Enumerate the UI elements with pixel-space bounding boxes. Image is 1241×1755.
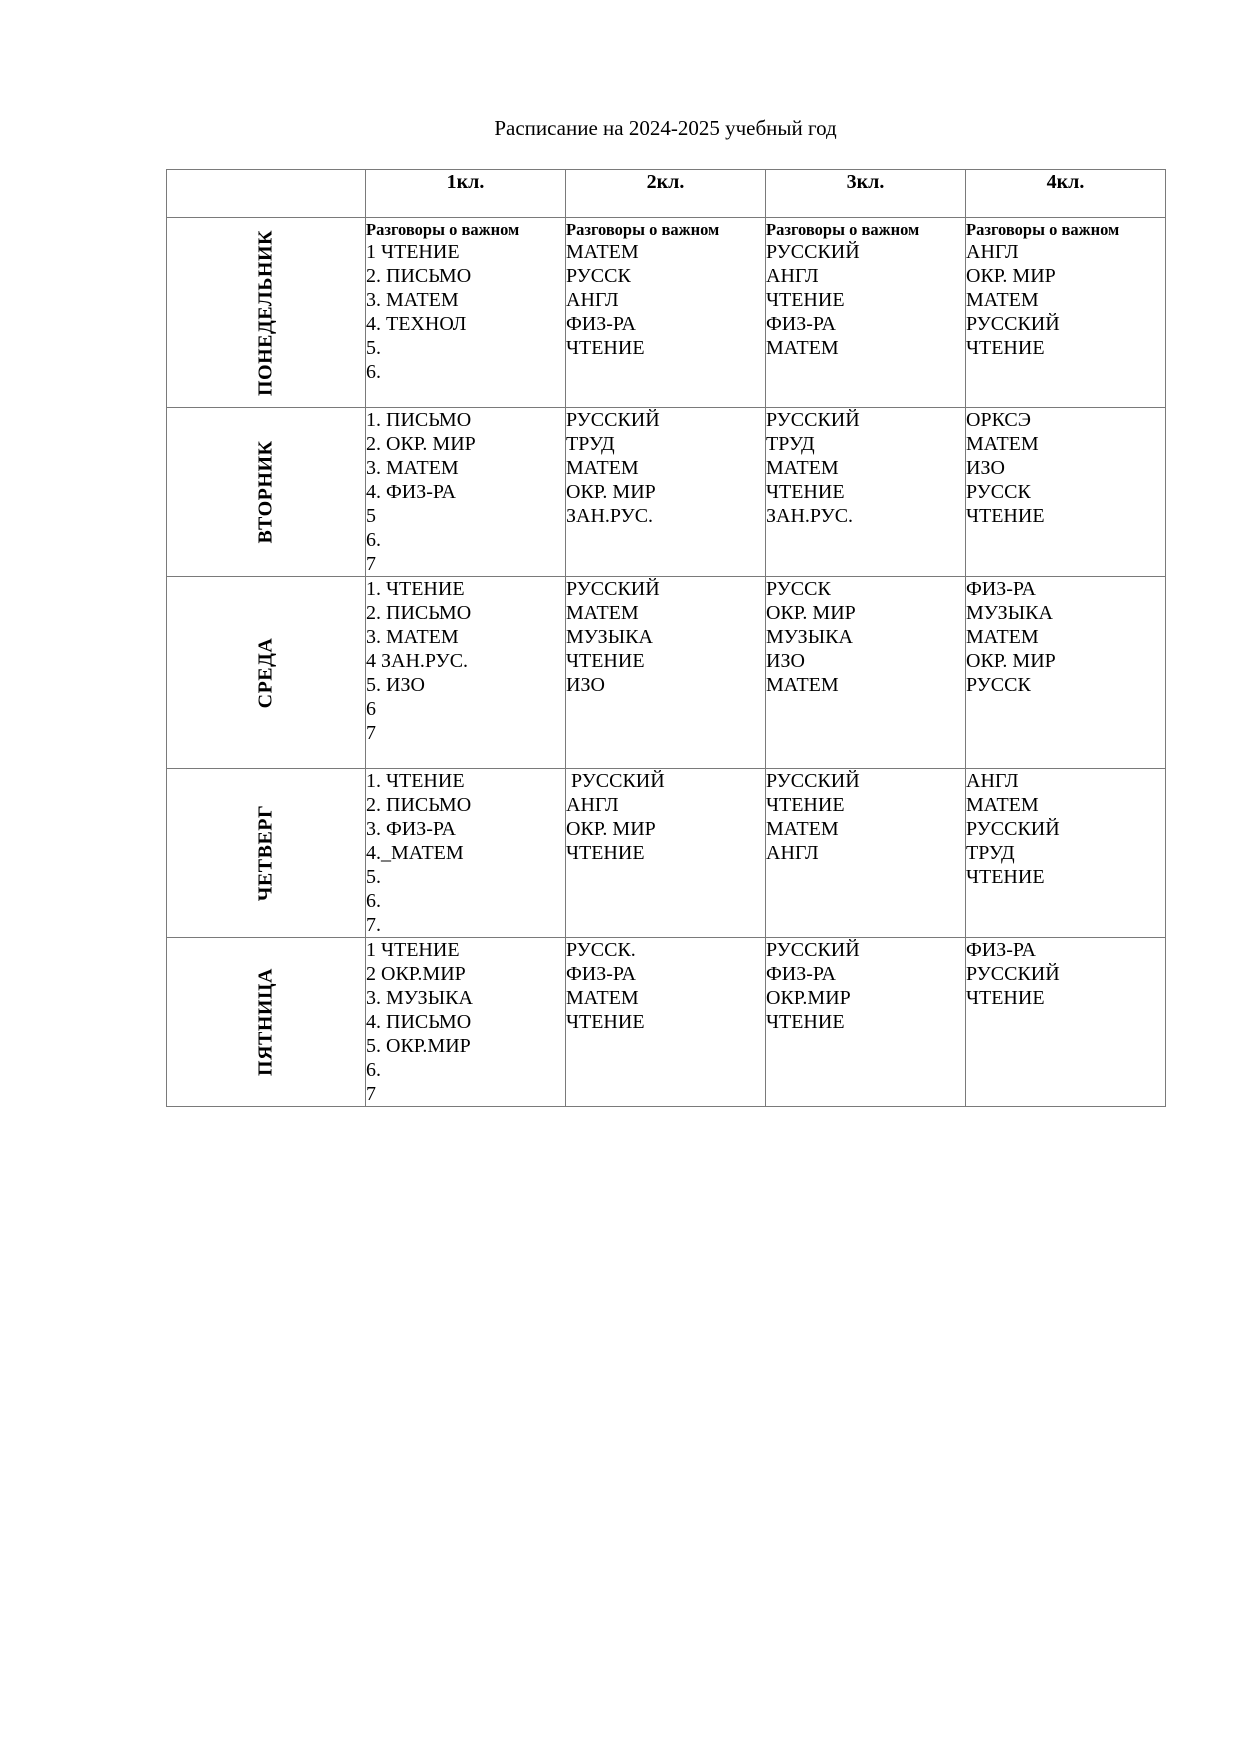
- day-row: [167, 218, 1166, 408]
- lesson-item: 6.: [366, 361, 381, 383]
- lesson-item: ОКР. МИР: [966, 265, 1056, 287]
- header-row: [167, 170, 1166, 218]
- lesson-item: МАТЕМ: [966, 433, 1039, 455]
- lesson-item: ОРКСЭ: [966, 409, 1031, 431]
- lesson-item: РУССКИЙ: [566, 770, 665, 792]
- lesson-item: ФИЗ-РА: [966, 939, 1036, 961]
- lesson-item: ИЗО: [766, 650, 805, 672]
- lesson-item: МУЗЫКА: [966, 602, 1053, 624]
- day-label: ВТОРНИК: [254, 440, 277, 544]
- day-cell: [167, 938, 366, 1107]
- lesson-item: ТРУД: [566, 433, 615, 455]
- lesson-item: МАТЕМ: [966, 626, 1039, 648]
- lesson-cell-class-3: [766, 218, 966, 408]
- lesson-item: ЧТЕНИЕ: [766, 289, 845, 311]
- page-title: Расписание на 2024-2025 учебный год: [494, 116, 837, 140]
- column-header-class-1: 1кл.: [366, 170, 566, 218]
- lesson-item: 3. МАТЕМ: [366, 626, 459, 648]
- lesson-cell-class-1: [366, 938, 566, 1107]
- lesson-item: МАТЕМ: [566, 241, 639, 263]
- lesson-cell-class-4: [966, 218, 1166, 408]
- lesson-item: ОКР. МИР: [566, 481, 656, 503]
- lesson-item: ФИЗ-РА: [566, 963, 636, 985]
- day-label: СРЕДА: [254, 637, 277, 708]
- lesson-cell-class-1: [366, 577, 566, 769]
- lesson-item: 1 ЧТЕНИЕ: [366, 241, 460, 263]
- lesson-item: ЧТЕНИЕ: [566, 337, 645, 359]
- lesson-item: ЧТЕНИЕ: [566, 1011, 645, 1033]
- lesson-item: 4. ТЕХНОЛ: [366, 313, 467, 335]
- lesson-item: ЧТЕНИЕ: [766, 794, 845, 816]
- column-header-class-3: 3кл.: [766, 170, 966, 218]
- lesson-item: РУССК: [966, 674, 1031, 696]
- lesson-item: МАТЕМ: [766, 457, 839, 479]
- lesson-item: АНГЛ: [566, 289, 619, 311]
- lesson-item: РУССКИЙ: [566, 578, 660, 600]
- lesson-item: 5.: [366, 866, 381, 888]
- day-cell: [167, 577, 366, 769]
- lesson-item: 7.: [366, 914, 381, 936]
- lesson-item: 7: [366, 722, 376, 744]
- lesson-item: ТРУД: [766, 433, 815, 455]
- lesson-item: ФИЗ-РА: [566, 313, 636, 335]
- day-cell: [167, 218, 366, 408]
- lesson-item: РУССКИЙ: [966, 818, 1060, 840]
- lesson-item: МУЗЫКА: [766, 626, 853, 648]
- lesson-item: 4. ФИЗ-РА: [366, 481, 456, 503]
- lesson-item: РУССКИЙ: [966, 313, 1060, 335]
- lesson-cell-class-2: [566, 218, 766, 408]
- day-row: [167, 577, 1166, 769]
- lesson-item: 6.: [366, 529, 381, 551]
- lesson-item: 3. МАТЕМ: [366, 289, 459, 311]
- lesson-item: 5.: [366, 337, 381, 359]
- lesson-item: 1. ЧТЕНИЕ: [366, 770, 465, 792]
- lesson-item: 1. ПИСЬМО: [366, 409, 472, 431]
- talks-about-important-note: Разговоры о важном: [566, 220, 720, 239]
- lesson-item: ЧТЕНИЕ: [566, 650, 645, 672]
- lesson-item: МУЗЫКА: [566, 626, 653, 648]
- lesson-item: РУССКИЙ: [766, 409, 860, 431]
- lesson-item: 2. ПИСЬМО: [366, 794, 472, 816]
- lesson-item: ОКР. МИР: [566, 818, 656, 840]
- lesson-item: МАТЕМ: [966, 794, 1039, 816]
- lesson-item: МАТЕМ: [766, 674, 839, 696]
- lesson-item: 3. МУЗЫКА: [366, 987, 473, 1009]
- column-header-class-4: 4кл.: [966, 170, 1166, 218]
- lesson-item: ОКР. МИР: [966, 650, 1056, 672]
- lesson-item: ОКР. МИР: [766, 602, 856, 624]
- lesson-item: ЧТЕНИЕ: [766, 481, 845, 503]
- lesson-item: ФИЗ-РА: [766, 313, 836, 335]
- lesson-cell-class-3: [766, 938, 966, 1107]
- talks-about-important-note: Разговоры о важном: [366, 220, 520, 239]
- lesson-item: 5: [366, 505, 376, 527]
- lesson-cell-class-2: [566, 577, 766, 769]
- lesson-item: ЧТЕНИЕ: [966, 337, 1045, 359]
- lesson-item: МАТЕМ: [566, 602, 639, 624]
- lesson-item: 2 ОКР.МИР: [366, 963, 466, 985]
- lesson-cell-class-1: [366, 408, 566, 577]
- lesson-cell-class-4: [966, 577, 1166, 769]
- lesson-item: РУССК.: [566, 939, 636, 961]
- lesson-item: РУССКИЙ: [766, 241, 860, 263]
- lesson-item: МАТЕМ: [566, 457, 639, 479]
- day-label: ПЯТНИЦА: [254, 968, 277, 1076]
- schedule-table: [166, 169, 1166, 1107]
- lesson-item: РУССК: [766, 578, 831, 600]
- day-row: [167, 938, 1166, 1107]
- lesson-item: 2. ОКР. МИР: [366, 433, 476, 455]
- lesson-item: МАТЕМ: [766, 337, 839, 359]
- lesson-item: ФИЗ-РА: [766, 963, 836, 985]
- lesson-item: АНГЛ: [766, 265, 819, 287]
- lesson-item: РУССКИЙ: [966, 963, 1060, 985]
- lesson-item: РУССК: [966, 481, 1031, 503]
- talks-about-important-note: Разговоры о важном: [966, 220, 1120, 239]
- lesson-item: РУССК: [566, 265, 631, 287]
- lesson-item: 3. МАТЕМ: [366, 457, 459, 479]
- lesson-item: ЧТЕНИЕ: [766, 1011, 845, 1033]
- day-label: ЧЕТВЕРГ: [254, 804, 277, 902]
- lesson-cell-class-4: [966, 408, 1166, 577]
- lesson-item: 5. ОКР.МИР: [366, 1035, 471, 1057]
- lesson-item: ТРУД: [966, 842, 1015, 864]
- lesson-item: РУССКИЙ: [566, 409, 660, 431]
- lesson-item: ИЗО: [566, 674, 605, 696]
- lesson-item: ЧТЕНИЕ: [566, 842, 645, 864]
- lesson-cell-class-3: [766, 577, 966, 769]
- talks-about-important-note: Разговоры о важном: [766, 220, 920, 239]
- lesson-item: 6.: [366, 890, 381, 912]
- lesson-item: ЗАН.РУС.: [566, 505, 654, 527]
- lesson-item: АНГЛ: [966, 241, 1019, 263]
- lesson-item: 5. ИЗО: [366, 674, 425, 696]
- lesson-item: 6.: [366, 1059, 381, 1081]
- lesson-item: 2. ПИСЬМО: [366, 602, 472, 624]
- lesson-item: МАТЕМ: [566, 987, 639, 1009]
- day-label: ПОНЕДЕЛЬНИК: [254, 229, 277, 396]
- lesson-item: 1 ЧТЕНИЕ: [366, 939, 460, 961]
- lesson-item: 1. ЧТЕНИЕ: [366, 578, 465, 600]
- lesson-item: ЧТЕНИЕ: [966, 505, 1045, 527]
- lesson-item: 2. ПИСЬМО: [366, 265, 472, 287]
- lesson-item: ЗАН.РУС.: [766, 505, 854, 527]
- lesson-cell-class-2: [566, 408, 766, 577]
- corner-cell: [167, 170, 366, 218]
- day-cell: [167, 408, 366, 577]
- lesson-item: АНГЛ: [966, 770, 1019, 792]
- lesson-cell-class-2: [566, 938, 766, 1107]
- lesson-cell-class-3: [766, 769, 966, 938]
- lesson-item: 4._МАТЕМ: [366, 842, 464, 864]
- lesson-item: ЧТЕНИЕ: [966, 866, 1045, 888]
- lesson-item: АНГЛ: [566, 794, 619, 816]
- lesson-cell-class-4: [966, 938, 1166, 1107]
- lesson-item: РУССКИЙ: [766, 770, 860, 792]
- day-cell: [167, 769, 366, 938]
- lesson-item: 4. ПИСЬМО: [366, 1011, 472, 1033]
- lesson-item: 7: [366, 1083, 376, 1105]
- day-row: [167, 769, 1166, 938]
- day-row: [167, 408, 1166, 577]
- lesson-cell-class-1: [366, 218, 566, 408]
- column-header-class-2: 2кл.: [566, 170, 766, 218]
- lesson-item: РУССКИЙ: [766, 939, 860, 961]
- lesson-item: 6: [366, 698, 376, 720]
- lesson-item: ЧТЕНИЕ: [966, 987, 1045, 1009]
- lesson-item: 4 ЗАН.РУС.: [366, 650, 469, 672]
- lesson-cell-class-2: [566, 769, 766, 938]
- lesson-item: ИЗО: [966, 457, 1005, 479]
- lesson-item: 7: [366, 553, 376, 575]
- lesson-item: МАТЕМ: [766, 818, 839, 840]
- lesson-item: ОКР.МИР: [766, 987, 851, 1009]
- lesson-cell-class-4: [966, 769, 1166, 938]
- lesson-item: 3. ФИЗ-РА: [366, 818, 456, 840]
- lesson-item: ФИЗ-РА: [966, 578, 1036, 600]
- lesson-item: АНГЛ: [766, 842, 819, 864]
- lesson-cell-class-3: [766, 408, 966, 577]
- lesson-cell-class-1: [366, 769, 566, 938]
- lesson-item: МАТЕМ: [966, 289, 1039, 311]
